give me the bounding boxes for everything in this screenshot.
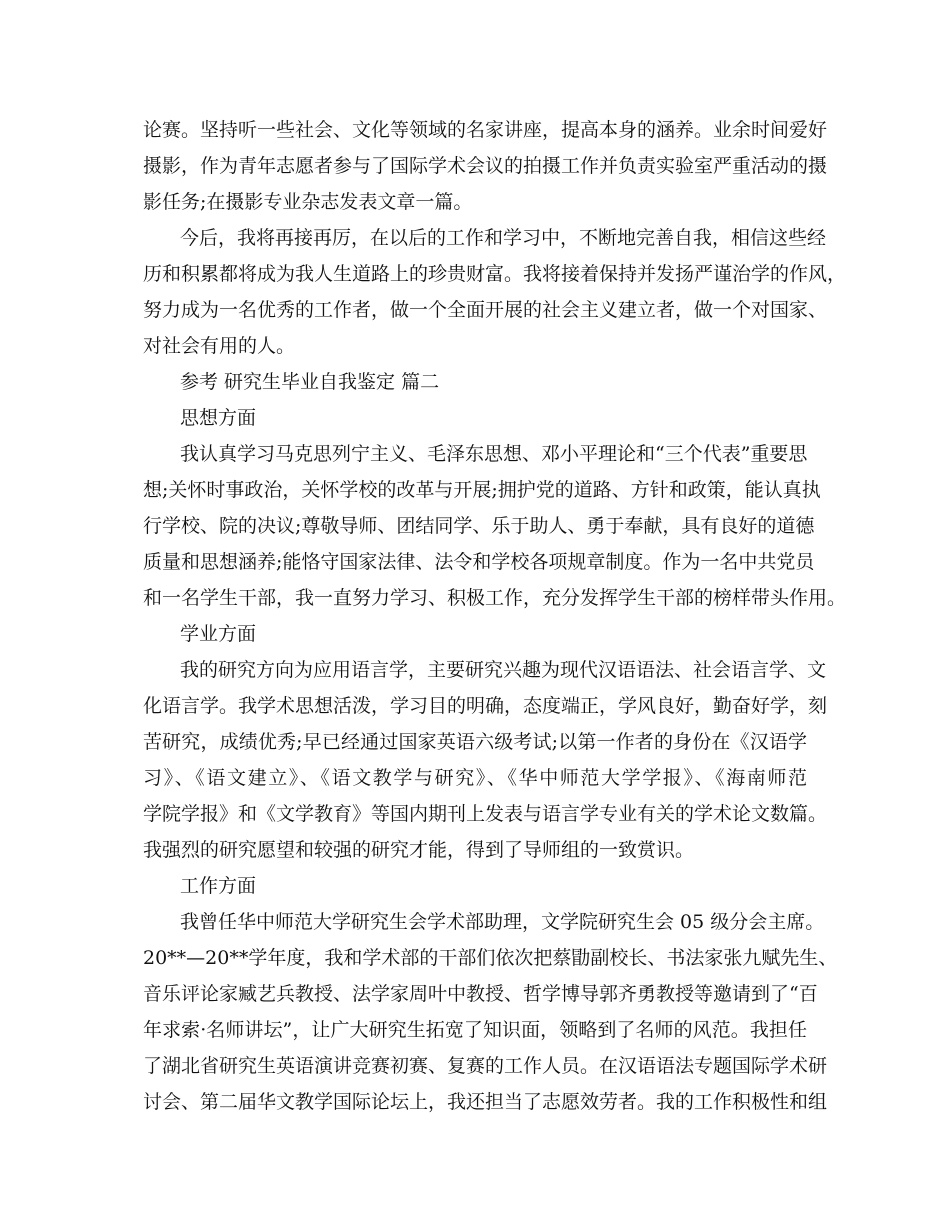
section-title: 参考 研究生毕业自我鉴定 篇二: [180, 371, 440, 393]
text-line: 讨会、第二届华文教学国际论坛上，我还担当了志愿效劳者。我的工作积极性和组: [143, 1091, 828, 1113]
text-line: 习》、《语文建立》、《语文教学与研究》、《华中师范大学学报》、《海南师范: [143, 767, 807, 789]
text-line: 了湖北省研究生英语演讲竞赛初赛、复赛的工作人员。在汉语语法专题国际学术研: [143, 1055, 828, 1077]
text-line: 影任务;在摄影专业杂志发表文章一篇。: [143, 191, 473, 213]
text-line: 音乐评论家臧艺兵教授、法学家周叶中教授、哲学博导郭齐勇教授等邀请到了“百: [143, 983, 818, 1005]
text-line: 和一名学生干部，我一直努力学习、积极工作，充分发挥学生干部的榜样带头作用。: [143, 587, 847, 609]
section-heading-work: 工作方面: [180, 875, 257, 897]
text-line: 行学校、院的决议;尊敬导师、团结同学、乐于助人、勇于奉献，具有良好的道德: [143, 515, 815, 537]
paragraph-first-line: 我认真学习马克思列宁主义、毛泽东思想、邓小平理论和“三个代表”重要思: [180, 443, 808, 465]
text-line: 20**—20**学年度，我和学术部的干部们依次把蔡勖副校长、书法家张九赋先生、: [143, 947, 838, 969]
paragraph-first-line: 我的研究方向为应用语言学，主要研究兴趣为现代汉语语法、社会语言学、文: [180, 659, 827, 681]
text-line: 努力成为一名优秀的工作者，做一个全面开展的社会主义建立者，做一个对国家、: [143, 299, 828, 321]
text-line: 化语言学。我学术思想活泼，学习目的明确，态度端正，学风良好，勤奋好学，刻: [143, 695, 828, 717]
section-heading-study: 学业方面: [180, 623, 257, 645]
text-line: 学院学报》和《文学教育》等国内期刊上发表与语言学专业有关的学术论文数篇。: [143, 803, 828, 825]
text-line: 想;关怀时事政治，关怀学校的改革与开展;拥护党的道路、方针和政策，能认真执: [143, 479, 821, 501]
text-line: 苦研究，成绩优秀;早已经通过国家英语六级考试;以第一作者的身份在《汉语学: [143, 731, 807, 753]
text-line: 质量和思想涵养;能恪守国家法律、法令和学校各项规章制度。作为一名中共党员: [143, 551, 815, 573]
text-line: 我强烈的研究愿望和较强的研究才能，得到了导师组的一致赏识。: [143, 839, 695, 861]
text-line: 摄影，作为青年志愿者参与了国际学术会议的拍摄工作并负责实验室严重活动的摄: [143, 155, 828, 177]
section-heading-thought: 思想方面: [180, 407, 257, 429]
text-line: 对社会有用的人。: [143, 335, 296, 357]
paragraph-first-line: 今后，我将再接再厉，在以后的工作和学习中，不断地完善自我，相信这些经: [180, 227, 827, 249]
paragraph-first-line: 我曾任华中师范大学研究生会学术部助理，文学院研究生会 05 级分会主席。: [180, 911, 825, 933]
document-body: [143, 112, 847, 1120]
text-line: 历和积累都将成为我人生道路上的珍贵财富。我将接着保持并发扬严谨治学的作风，: [143, 263, 847, 285]
text-line: 论赛。坚持听一些社会、文化等领域的名家讲座，提高本身的涵养。业余时间爱好: [143, 119, 828, 141]
text-line: 年求索·名师讲坛”，让广大研究生拓宽了知识面，领略到了名师的风范。我担任: [143, 1019, 807, 1041]
